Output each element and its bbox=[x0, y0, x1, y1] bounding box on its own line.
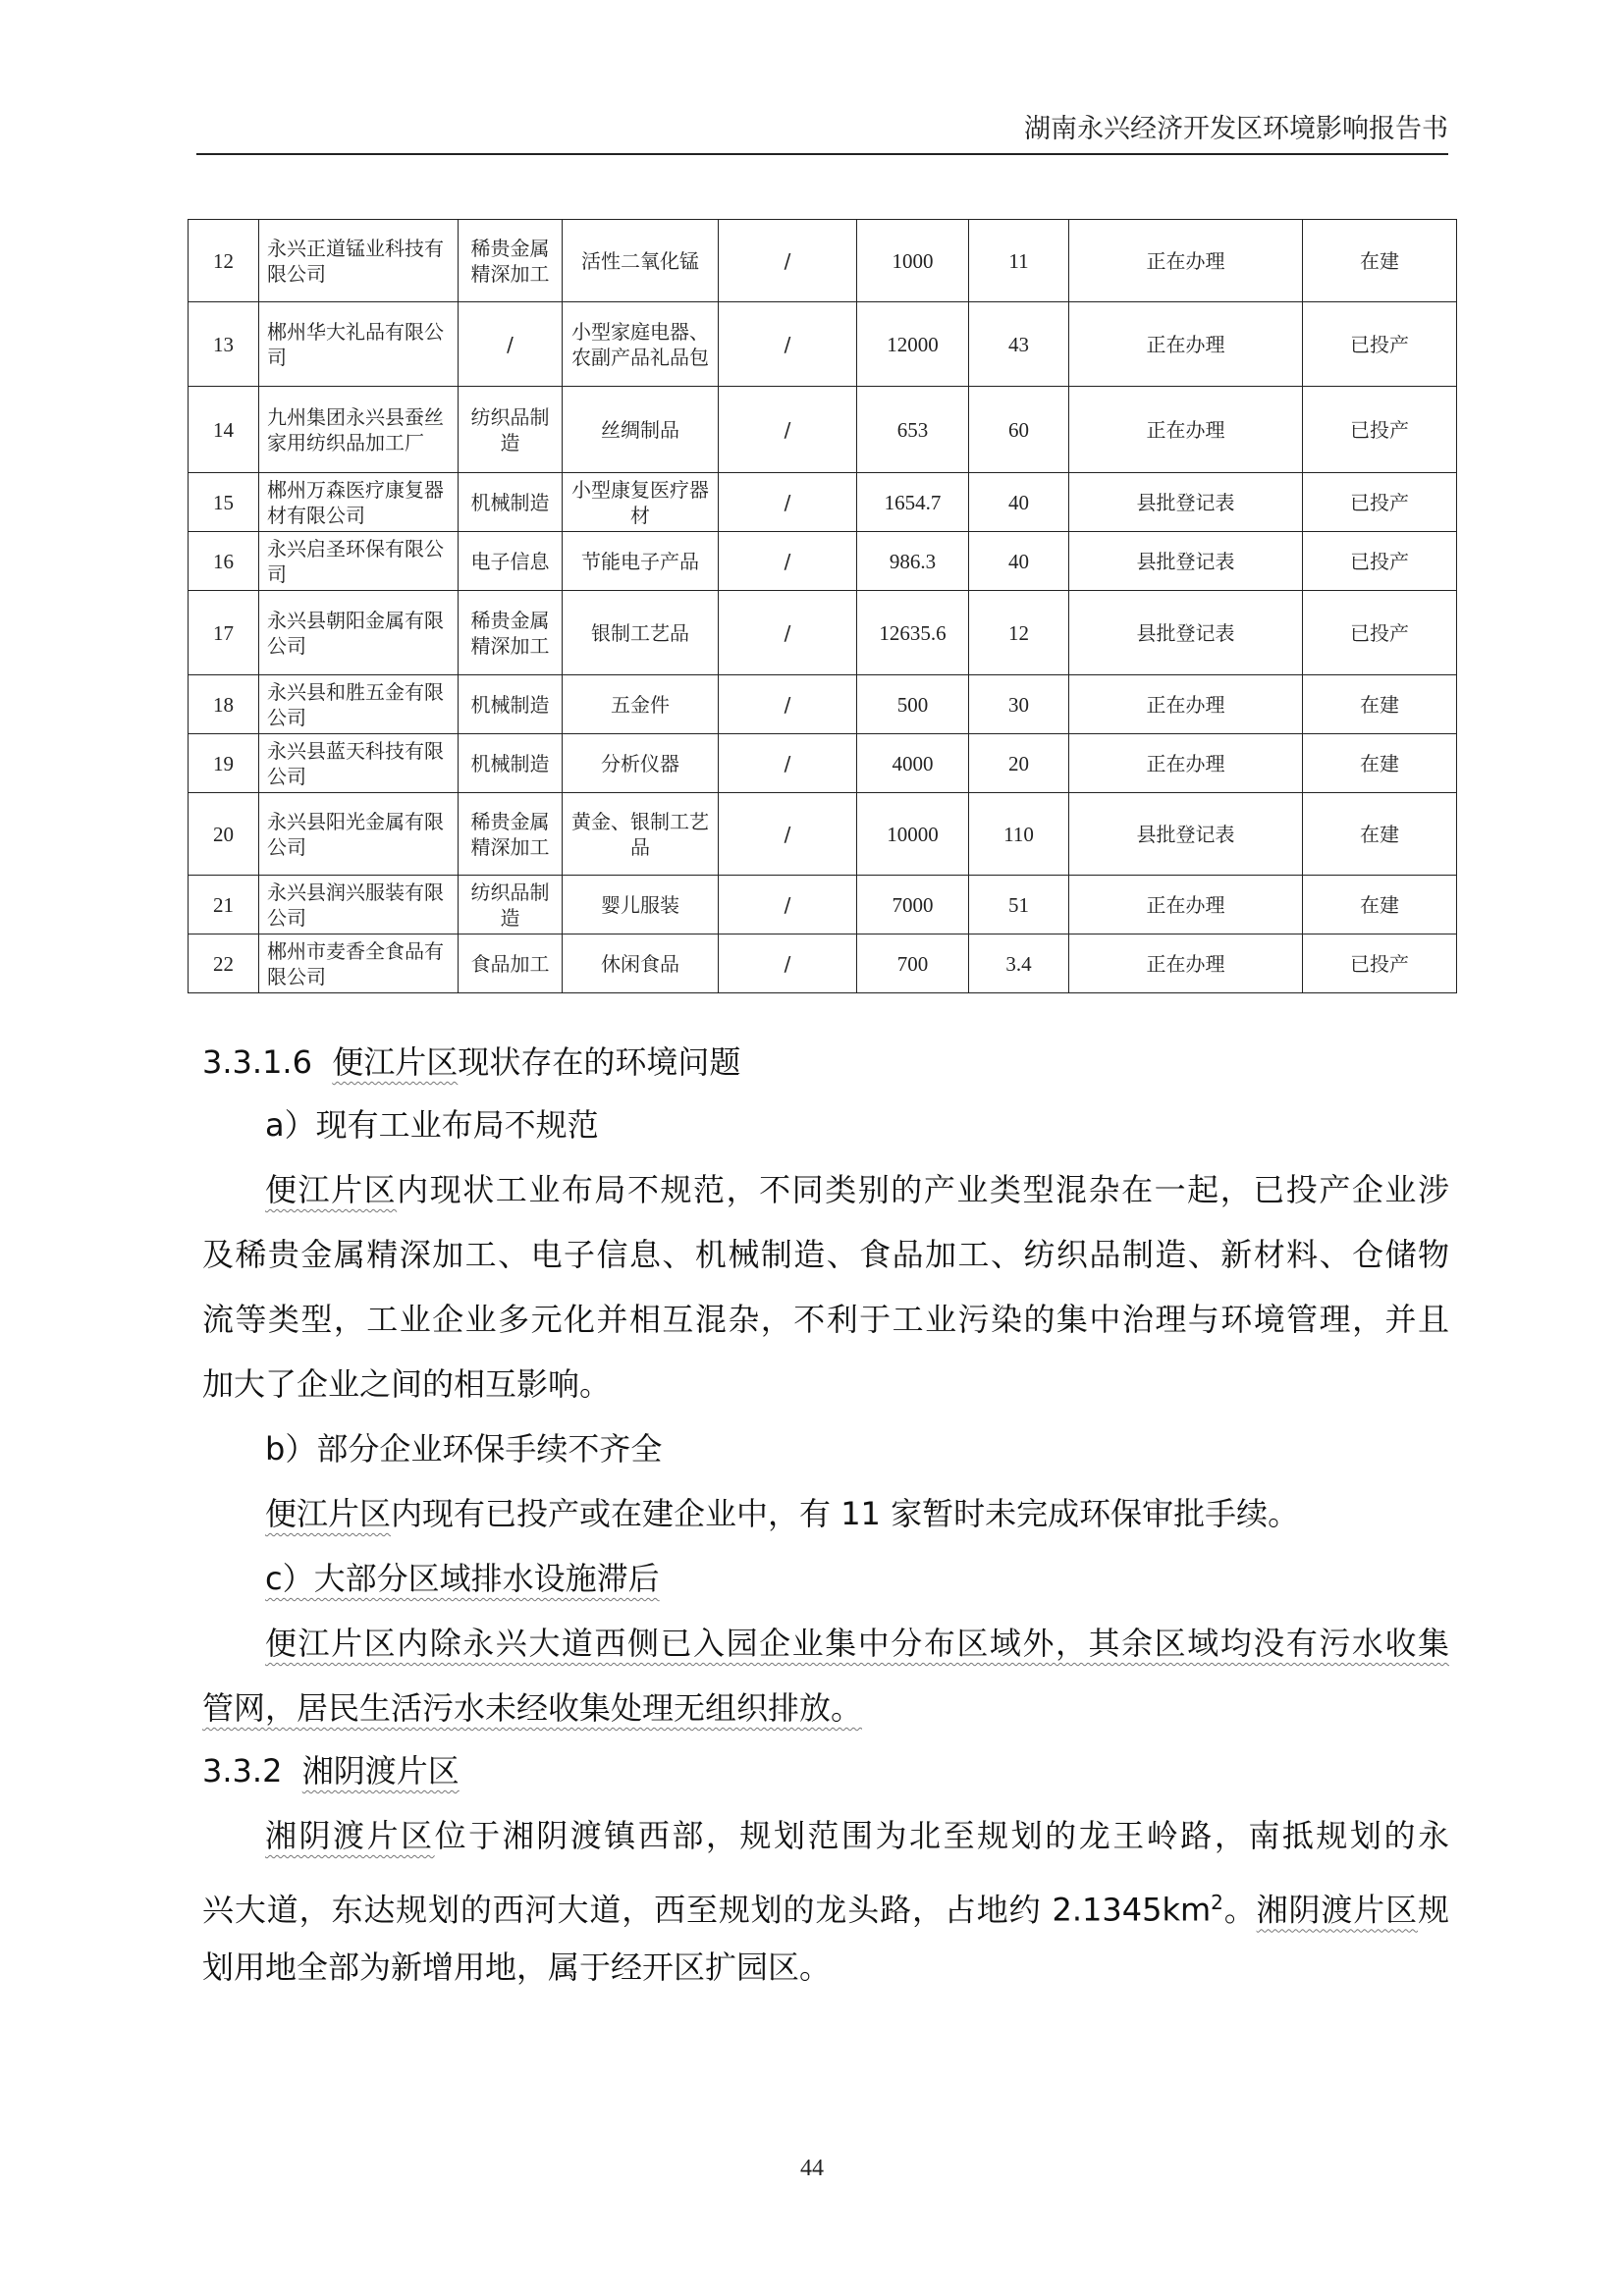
cell-product: 休闲食品 bbox=[563, 934, 719, 993]
cell-industry: 机械制造 bbox=[459, 734, 563, 793]
cell-no: 12 bbox=[189, 220, 259, 302]
paragraph-c-line1: 便江片区内除永兴大道西侧已入园企业集中分布区域外，其余区域均没有污水收集 bbox=[265, 1625, 1449, 1662]
paragraph-text: 位于湘阴渡镇西部，规划范围为北至规划的龙王岭路，南抵规划的永 bbox=[434, 1817, 1449, 1854]
cell-industry: 电子信息 bbox=[459, 532, 563, 591]
cell-eia: 正在办理 bbox=[1069, 302, 1303, 387]
cell-col4: / bbox=[719, 876, 857, 934]
paragraph-a-line1 bbox=[265, 1168, 1449, 1211]
cell-no: 13 bbox=[189, 302, 259, 387]
cell-count: 12 bbox=[969, 591, 1069, 675]
cell-status: 在建 bbox=[1303, 734, 1457, 793]
cell-count: 40 bbox=[969, 473, 1069, 532]
table-row bbox=[189, 532, 1457, 591]
section-title: 现状存在的环境问题 bbox=[458, 1043, 741, 1081]
paragraph-332-line3: 划用地全部为新增用地，属于经开区扩园区。 bbox=[202, 1949, 832, 1986]
table-row bbox=[189, 591, 1457, 675]
paragraph-332-line2 bbox=[202, 1881, 1449, 1932]
enterprise-table bbox=[188, 219, 1457, 993]
cell-industry: 稀贵金属精深加工 bbox=[459, 220, 563, 302]
cell-count: 20 bbox=[969, 734, 1069, 793]
table-row bbox=[189, 473, 1457, 532]
cell-name: 永兴县阳光金属有限公司 bbox=[259, 793, 459, 876]
cell-product: 丝绸制品 bbox=[563, 387, 719, 473]
cell-investment: 7000 bbox=[857, 876, 969, 934]
cell-eia: 正在办理 bbox=[1069, 387, 1303, 473]
cell-col4: / bbox=[719, 387, 857, 473]
cell-col4: / bbox=[719, 793, 857, 876]
cell-industry: 纺织品制造 bbox=[459, 387, 563, 473]
cell-product: 节能电子产品 bbox=[563, 532, 719, 591]
cell-investment: 500 bbox=[857, 675, 969, 734]
cell-product: 活性二氧化锰 bbox=[563, 220, 719, 302]
table-row bbox=[189, 302, 1457, 387]
cell-count: 30 bbox=[969, 675, 1069, 734]
cell-name: 郴州市麦香全食品有限公司 bbox=[259, 934, 459, 993]
cell-col4: / bbox=[719, 734, 857, 793]
cell-name: 永兴县朝阳金属有限公司 bbox=[259, 591, 459, 675]
cell-name: 永兴启圣环保有限公司 bbox=[259, 532, 459, 591]
cell-name: 九州集团永兴县蚕丝家用纺织品加工厂 bbox=[259, 387, 459, 473]
place-name: 湘阴渡片区 bbox=[265, 1817, 435, 1854]
cell-status: 已投产 bbox=[1303, 473, 1457, 532]
section-title-underlined: 便江片区 bbox=[332, 1043, 459, 1081]
cell-eia: 正在办理 bbox=[1069, 876, 1303, 934]
cell-status: 已投产 bbox=[1303, 591, 1457, 675]
cell-status: 在建 bbox=[1303, 220, 1457, 302]
cell-product: 银制工艺品 bbox=[563, 591, 719, 675]
cell-col4: / bbox=[719, 934, 857, 993]
cell-product: 黄金、银制工艺品 bbox=[563, 793, 719, 876]
cell-status: 已投产 bbox=[1303, 302, 1457, 387]
paragraph-text: 兴大道，东达规划的西河大道，西至规划的龙头路，占地约 2.1345km bbox=[202, 1891, 1212, 1929]
cell-no: 15 bbox=[189, 473, 259, 532]
paragraph-a-line2: 及稀贵金属精深加工、电子信息、机械制造、食品加工、纺织品制造、新材料、仓储物 bbox=[202, 1236, 1449, 1273]
cell-name: 永兴县和胜五金有限公司 bbox=[259, 675, 459, 734]
cell-investment: 4000 bbox=[857, 734, 969, 793]
table-row bbox=[189, 876, 1457, 934]
cell-col4: / bbox=[719, 591, 857, 675]
table-row bbox=[189, 793, 1457, 876]
cell-col4: / bbox=[719, 532, 857, 591]
cell-industry: 稀贵金属精深加工 bbox=[459, 591, 563, 675]
cell-industry: 机械制造 bbox=[459, 675, 563, 734]
subheading-c: c）大部分区域排水设施滞后 bbox=[265, 1560, 660, 1597]
paragraph-text: 内现状工业布局不规范，不同类别的产业类型混杂在一起，已投产企业涉 bbox=[397, 1171, 1449, 1208]
cell-product: 五金件 bbox=[563, 675, 719, 734]
place-name: 便江片区 bbox=[265, 1495, 392, 1532]
cell-eia: 正在办理 bbox=[1069, 734, 1303, 793]
cell-status: 在建 bbox=[1303, 675, 1457, 734]
cell-eia: 县批登记表 bbox=[1069, 473, 1303, 532]
cell-no: 21 bbox=[189, 876, 259, 934]
cell-status: 在建 bbox=[1303, 876, 1457, 934]
cell-investment: 1654.7 bbox=[857, 473, 969, 532]
table-row bbox=[189, 387, 1457, 473]
cell-no: 22 bbox=[189, 934, 259, 993]
place-name: 便江片区 bbox=[265, 1171, 398, 1208]
cell-industry: 纺织品制造 bbox=[459, 876, 563, 934]
cell-count: 11 bbox=[969, 220, 1069, 302]
cell-status: 已投产 bbox=[1303, 934, 1457, 993]
paragraph-a-line3: 流等类型，工业企业多元化并相互混杂，不利于工业污染的集中治理与环境管理，并且 bbox=[202, 1301, 1449, 1338]
cell-eia: 正在办理 bbox=[1069, 934, 1303, 993]
subheading-a: a）现有工业布局不规范 bbox=[265, 1106, 599, 1144]
cell-product: 婴儿服装 bbox=[563, 876, 719, 934]
cell-eia: 正在办理 bbox=[1069, 675, 1303, 734]
cell-investment: 12000 bbox=[857, 302, 969, 387]
section-title-underlined: 湘阴渡片区 bbox=[301, 1752, 460, 1789]
paragraph-text: 内现有已投产或在建企业中，有 11 家暂时未完成环保审批手续。 bbox=[391, 1495, 1300, 1532]
cell-eia: 正在办理 bbox=[1069, 220, 1303, 302]
cell-no: 19 bbox=[189, 734, 259, 793]
section-heading-3316 bbox=[202, 1041, 740, 1084]
cell-investment: 1000 bbox=[857, 220, 969, 302]
cell-industry: / bbox=[459, 302, 563, 387]
cell-product: 小型家庭电器、农副产品礼品包 bbox=[563, 302, 719, 387]
cell-eia: 县批登记表 bbox=[1069, 591, 1303, 675]
cell-count: 3.4 bbox=[969, 934, 1069, 993]
section-number: 3.3.2 bbox=[202, 1752, 283, 1789]
cell-col4: / bbox=[719, 675, 857, 734]
cell-eia: 县批登记表 bbox=[1069, 793, 1303, 876]
cell-product: 小型康复医疗器材 bbox=[563, 473, 719, 532]
table-row bbox=[189, 934, 1457, 993]
cell-status: 已投产 bbox=[1303, 387, 1457, 473]
cell-col4: / bbox=[719, 302, 857, 387]
table-row bbox=[189, 220, 1457, 302]
cell-name: 永兴正道锰业科技有限公司 bbox=[259, 220, 459, 302]
paragraph-a-line4: 加大了企业之间的相互影响。 bbox=[202, 1365, 612, 1403]
cell-status: 已投产 bbox=[1303, 532, 1457, 591]
cell-no: 17 bbox=[189, 591, 259, 675]
cell-status: 在建 bbox=[1303, 793, 1457, 876]
cell-product: 分析仪器 bbox=[563, 734, 719, 793]
cell-col4: / bbox=[719, 220, 857, 302]
cell-investment: 10000 bbox=[857, 793, 969, 876]
cell-investment: 700 bbox=[857, 934, 969, 993]
cell-name: 郴州华大礼品有限公司 bbox=[259, 302, 459, 387]
subheading-b: b）部分企业环保手续不齐全 bbox=[265, 1430, 663, 1468]
cell-name: 郴州万森医疗康复器材有限公司 bbox=[259, 473, 459, 532]
cell-count: 110 bbox=[969, 793, 1069, 876]
cell-industry: 食品加工 bbox=[459, 934, 563, 993]
cell-count: 51 bbox=[969, 876, 1069, 934]
cell-col4: / bbox=[719, 473, 857, 532]
cell-name: 永兴县润兴服装有限公司 bbox=[259, 876, 459, 934]
paragraph-b-line1 bbox=[265, 1492, 1299, 1535]
cell-no: 20 bbox=[189, 793, 259, 876]
paragraph-c-line2: 管网，居民生活污水未经收集处理无组织排放。 bbox=[202, 1689, 863, 1727]
section-heading-332 bbox=[202, 1749, 460, 1792]
cell-industry: 机械制造 bbox=[459, 473, 563, 532]
cell-count: 43 bbox=[969, 302, 1069, 387]
paragraph-text: 。 bbox=[1222, 1891, 1257, 1929]
cell-count: 40 bbox=[969, 532, 1069, 591]
table-row bbox=[189, 675, 1457, 734]
superscript: 2 bbox=[1211, 1891, 1223, 1914]
cell-no: 16 bbox=[189, 532, 259, 591]
table-row bbox=[189, 734, 1457, 793]
cell-investment: 986.3 bbox=[857, 532, 969, 591]
paragraph-332-line1 bbox=[265, 1814, 1449, 1857]
cell-count: 60 bbox=[969, 387, 1069, 473]
cell-eia: 县批登记表 bbox=[1069, 532, 1303, 591]
paragraph-text: 规 bbox=[1417, 1891, 1449, 1929]
section-number: 3.3.1.6 bbox=[202, 1043, 312, 1081]
cell-industry: 稀贵金属精深加工 bbox=[459, 793, 563, 876]
cell-no: 18 bbox=[189, 675, 259, 734]
cell-no: 14 bbox=[189, 387, 259, 473]
cell-name: 永兴县蓝天科技有限公司 bbox=[259, 734, 459, 793]
place-name: 湘阴渡片区 bbox=[1256, 1891, 1418, 1929]
page-number: 44 bbox=[800, 2156, 824, 2181]
cell-investment: 653 bbox=[857, 387, 969, 473]
page-header bbox=[196, 110, 1448, 155]
cell-investment: 12635.6 bbox=[857, 591, 969, 675]
header-title: 湖南永兴经济开发区环境影响报告书 bbox=[1024, 114, 1448, 144]
